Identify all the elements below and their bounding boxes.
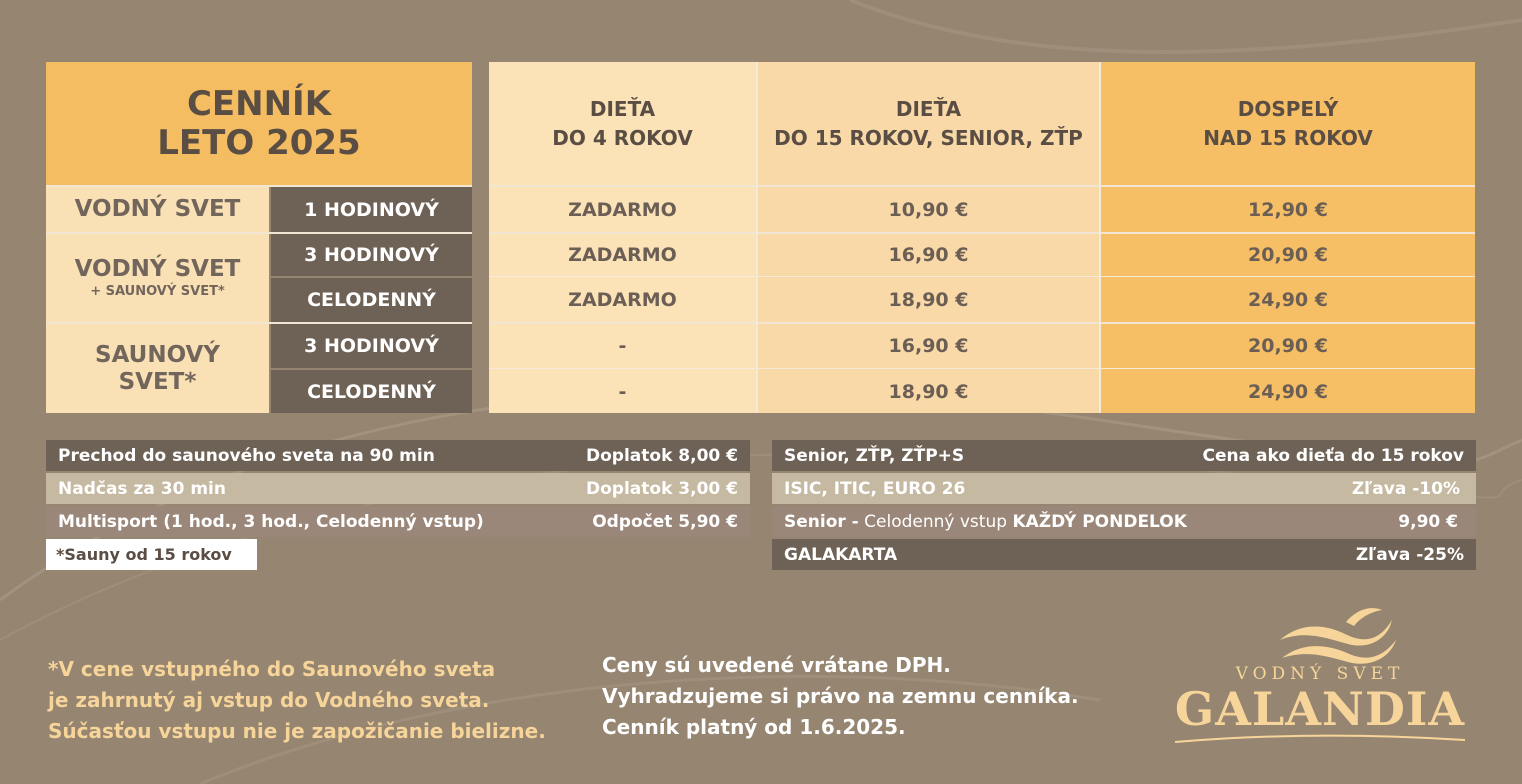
- column-divider: [1099, 62, 1101, 413]
- table-divider: [46, 322, 472, 324]
- price-cell: 16,90 €: [888, 335, 969, 357]
- table-divider: [271, 276, 472, 278]
- column-divider: [756, 62, 758, 413]
- title-line-1: CENNÍK: [186, 84, 332, 125]
- price-cell: 18,90 €: [888, 289, 969, 311]
- extra-row-multisport: Multisport (1 hod., 3 hod., Celodenný vstup) Odpočet 5,90 €: [46, 506, 750, 537]
- price-info: Ceny sú uvedené vrátane DPH. Vyhradzujeme si právo na zemnu cenníka. Cenník platný od 1.6.2025.: [602, 653, 1079, 739]
- table-divider: [46, 185, 472, 187]
- price-cell: 20,90 €: [1248, 335, 1328, 357]
- price-cell: 24,90 €: [1248, 289, 1328, 311]
- price-cell: 20,90 €: [1248, 244, 1328, 266]
- table-divider: [271, 368, 472, 370]
- logo-underline: [1170, 730, 1470, 750]
- price-cell: ZADARMO: [568, 289, 677, 311]
- duration-cell: CELODENNÝ: [271, 278, 472, 322]
- discount-row-isic: ISIC, ITIC, EURO 26 Zľava -10%: [772, 473, 1476, 504]
- column-header-child15: DIEŤA DO 15 ROKOV, SENIOR, ZŤP: [774, 96, 1083, 150]
- price-cell: 24,90 €: [1248, 380, 1328, 403]
- section-label-water-world: VODNÝ SVET: [46, 187, 269, 232]
- wave-logo-icon: [1170, 600, 1470, 670]
- price-list-title: [46, 62, 472, 185]
- table-divider: [46, 232, 472, 234]
- galandia-logo: [1170, 600, 1470, 750]
- section-label-water-sauna-world: VODNÝ SVET + SAUNOVÝ SVET*: [46, 234, 269, 322]
- price-cell: 10,90 €: [888, 198, 969, 221]
- discount-row-senior-monday: Senior - Celodenný vstup KAŽDÝ PONDELOK 9,90 €: [772, 506, 1476, 537]
- price-cell: 16,90 €: [888, 244, 969, 266]
- extra-row-overtime: Nadčas za 30 min Doplatok 3,00 €: [46, 473, 750, 504]
- sauna-age-note: *Sauny od 15 rokov: [46, 539, 257, 570]
- price-cell: ZADARMO: [568, 198, 677, 221]
- duration-cell: 3 HODINOVÝ: [271, 234, 472, 276]
- duration-cell: 3 HODINOVÝ: [271, 324, 472, 368]
- section-sublabel: + SAUNOVÝ SVET*: [90, 284, 225, 300]
- sauna-footnote: *V cene vstupného do Saunového sveta je zahrnutý aj vstup do Vodného sveta. Súčasťou vstupu nie je zapožičanie bielizne.: [48, 657, 546, 743]
- table-divider: [489, 368, 1475, 369]
- extra-row-sauna-transfer: Prechod do saunového sveta na 90 min Doplatok 8,00 €: [46, 440, 750, 471]
- price-cell: -: [618, 380, 627, 403]
- column-header-adult: DOSPELÝ NAD 15 ROKOV: [1203, 96, 1373, 150]
- price-cell: 18,90 €: [888, 380, 969, 403]
- column-header-child4: DIEŤA DO 4 ROKOV: [552, 96, 693, 150]
- duration-cell: 1 HODINOVÝ: [271, 187, 472, 232]
- price-cell: ZADARMO: [568, 244, 677, 266]
- logo-tagline: VODNÝ SVET: [1235, 664, 1405, 684]
- logo-name: GALANDIA: [1174, 682, 1466, 736]
- table-divider: [489, 276, 1475, 277]
- discount-row-galakarta: GALAKARTA Zľava -25%: [772, 539, 1476, 570]
- title-line-2: LETO 2025: [157, 122, 361, 163]
- section-label-sauna-world: SAUNOVÝ SVET*: [46, 324, 269, 413]
- price-cell: 12,90 €: [1248, 198, 1328, 221]
- price-cell: -: [618, 335, 627, 357]
- duration-cell: CELODENNÝ: [271, 370, 472, 413]
- discount-row-senior: Senior, ZŤP, ZŤP+S Cena ako dieťa do 15 rokov: [772, 440, 1476, 471]
